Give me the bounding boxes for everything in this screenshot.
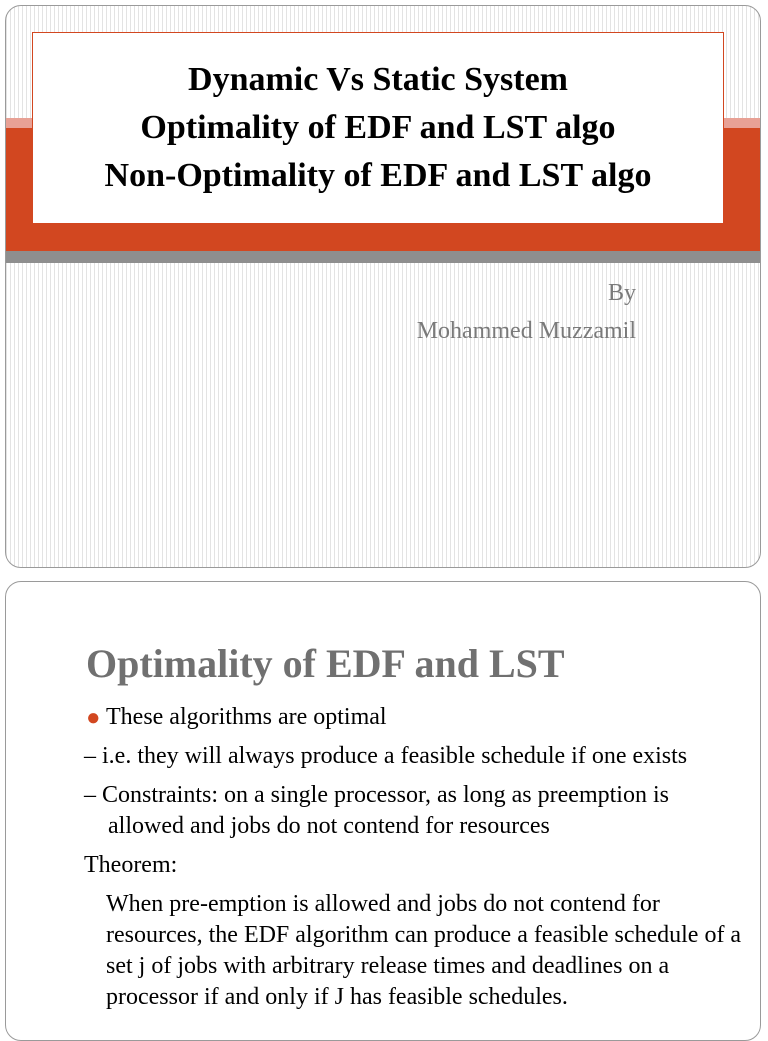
title-line-3: Non-Optimality of EDF and LST algo: [104, 157, 652, 194]
gray-band: [6, 251, 760, 263]
by-label: By: [607, 280, 636, 306]
title-line-2: Optimality of EDF and LST algo: [140, 109, 616, 146]
dash-item-2: – Constraints: on a single processor, as long as preemption is allowed and jobs do not contend for resources: [84, 782, 669, 839]
bullet-dot-icon: ●: [86, 705, 101, 731]
bullet-item: [84, 702, 744, 733]
dash-item-1: – i.e. they will always produce a feasible schedule if one exists: [84, 743, 688, 769]
title-line-1: Dynamic Vs Static System: [188, 61, 568, 98]
byline: [417, 274, 636, 350]
bullet-text: These algorithms are optimal: [106, 704, 387, 730]
author-name: Mohammed Muzzamil: [416, 318, 636, 344]
title-box: [32, 32, 724, 224]
slide-heading: Optimality of EDF and LST: [86, 641, 565, 686]
theorem-text: When pre-emption is allowed and jobs do not contend for resources, the EDF algorithm can produce a feasible schedule of a set j of jobs with arbitrary release times and deadlines on a processor if and only if J has feasible schedules.: [106, 891, 742, 1010]
slide-content: [5, 581, 761, 1041]
theorem-label: Theorem:: [84, 852, 178, 878]
slide-body: [84, 702, 744, 1013]
slide-title: [5, 5, 761, 568]
